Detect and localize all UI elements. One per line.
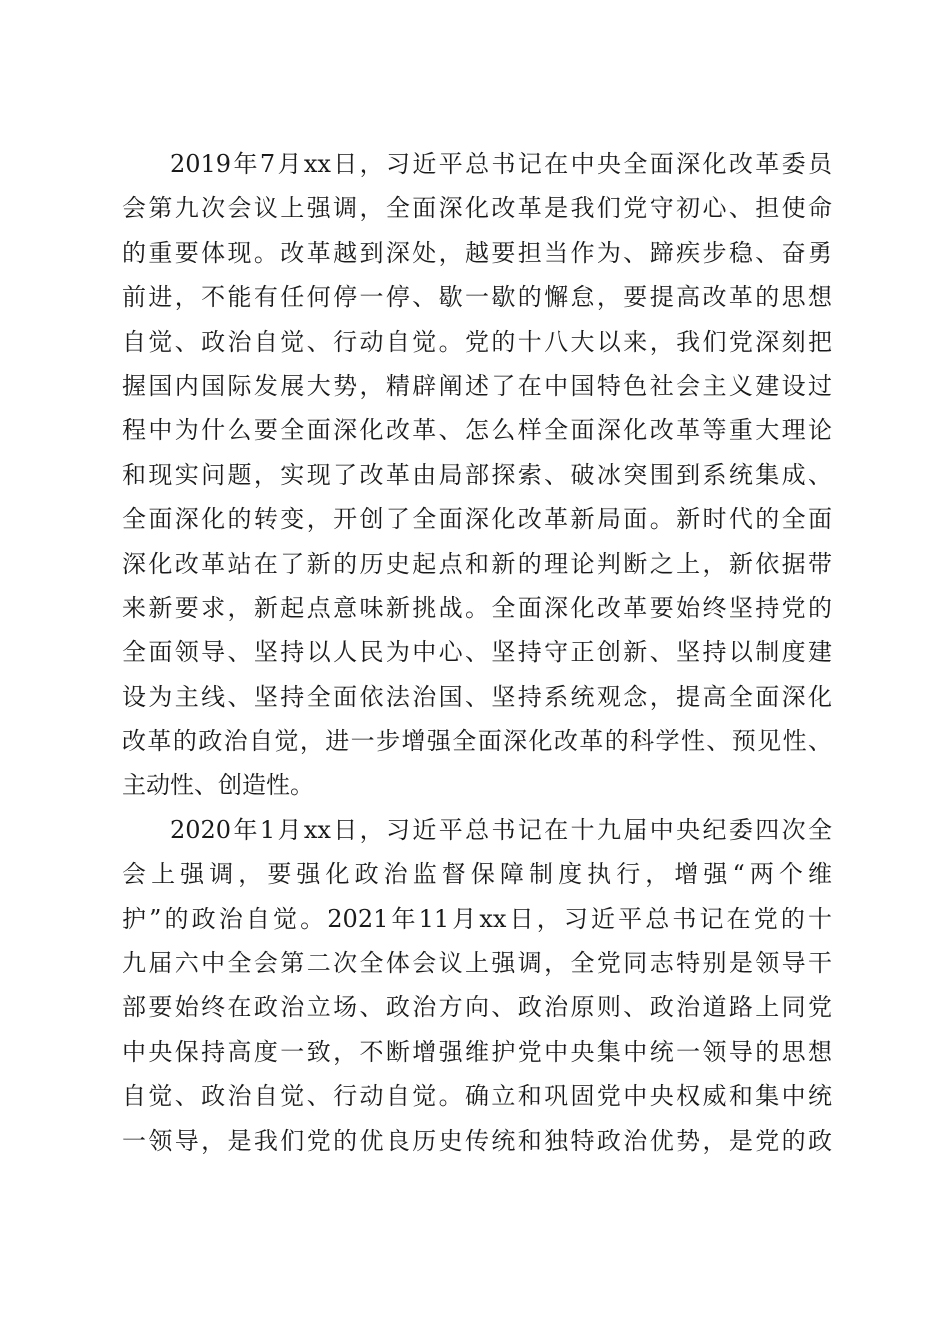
text-line: 的重要体现。改革越到深处，越要担当作为、蹄疾步稳、奋勇 bbox=[122, 238, 832, 267]
text-line: 设为主线、坚持全面依法治国、坚持系统观念，提高全面深化 bbox=[122, 682, 832, 711]
text-line: 会第九次会议上强调，全面深化改革是我们党守初心、担使命 bbox=[122, 194, 832, 223]
text-line: 自觉、政治自觉、行动自觉。确立和巩固党中央权威和集中统 bbox=[122, 1082, 832, 1111]
paragraph-1 bbox=[122, 142, 832, 808]
text-line: 改革的政治自觉，进一步增强全面深化改革的科学性、预见性、 bbox=[122, 727, 832, 756]
text-line: 来新要求，新起点意味新挑战。全面深化改革要始终坚持党的 bbox=[122, 593, 832, 622]
text-line: 和现实问题，实现了改革由局部探索、破冰突围到系统集成、 bbox=[122, 460, 832, 489]
body-text bbox=[122, 142, 832, 1163]
text-line: 会上强调，要强化政治监督保障制度执行，增强“两个维 bbox=[122, 860, 832, 889]
text-line: 深化改革站在了新的历史起点和新的理论判断之上，新依据带 bbox=[122, 549, 832, 578]
text-line: 一领导，是我们党的优良历史传统和独特政治优势，是党的政 bbox=[122, 1126, 832, 1155]
text-line: 九届六中全会第二次全体会议上强调，全党同志特别是领导干 bbox=[122, 949, 832, 978]
text-line: 程中为什么要全面深化改革、怎么样全面深化改革等重大理论 bbox=[122, 416, 832, 445]
text-line: 中央保持高度一致，不断增强维护党中央集中统一领导的思想 bbox=[122, 1037, 832, 1066]
text-line: 2019年7月xx日，习近平总书记在中央全面深化改革委员 bbox=[170, 150, 832, 178]
text-line: 自觉、政治自觉、行动自觉。党的十八大以来，我们党深刻把 bbox=[122, 327, 832, 356]
text-line: 握国内国际发展大势，精辟阐述了在中国特色社会主义建设过 bbox=[122, 371, 832, 400]
text-line: 主动性、创造性。 bbox=[122, 771, 314, 800]
text-line: 部要始终在政治立场、政治方向、政治原则、政治道路上同党 bbox=[122, 993, 832, 1022]
text-line: 2020年1月xx日，习近平总书记在十九届中央纪委四次全 bbox=[170, 815, 832, 844]
text-line: 全面领导、坚持以人民为中心、坚持守正创新、坚持以制度建 bbox=[122, 638, 832, 667]
text-line: 全面深化的转变，开创了全面深化改革新局面。新时代的全面 bbox=[122, 505, 832, 534]
text-line: 护”的政治自觉。2021年11月xx日，习近平总书记在党的十 bbox=[122, 904, 832, 933]
paragraph-2 bbox=[122, 808, 832, 1163]
text-line: 前进，不能有任何停一停、歇一歇的懈怠，要提高改革的思想 bbox=[122, 283, 832, 312]
